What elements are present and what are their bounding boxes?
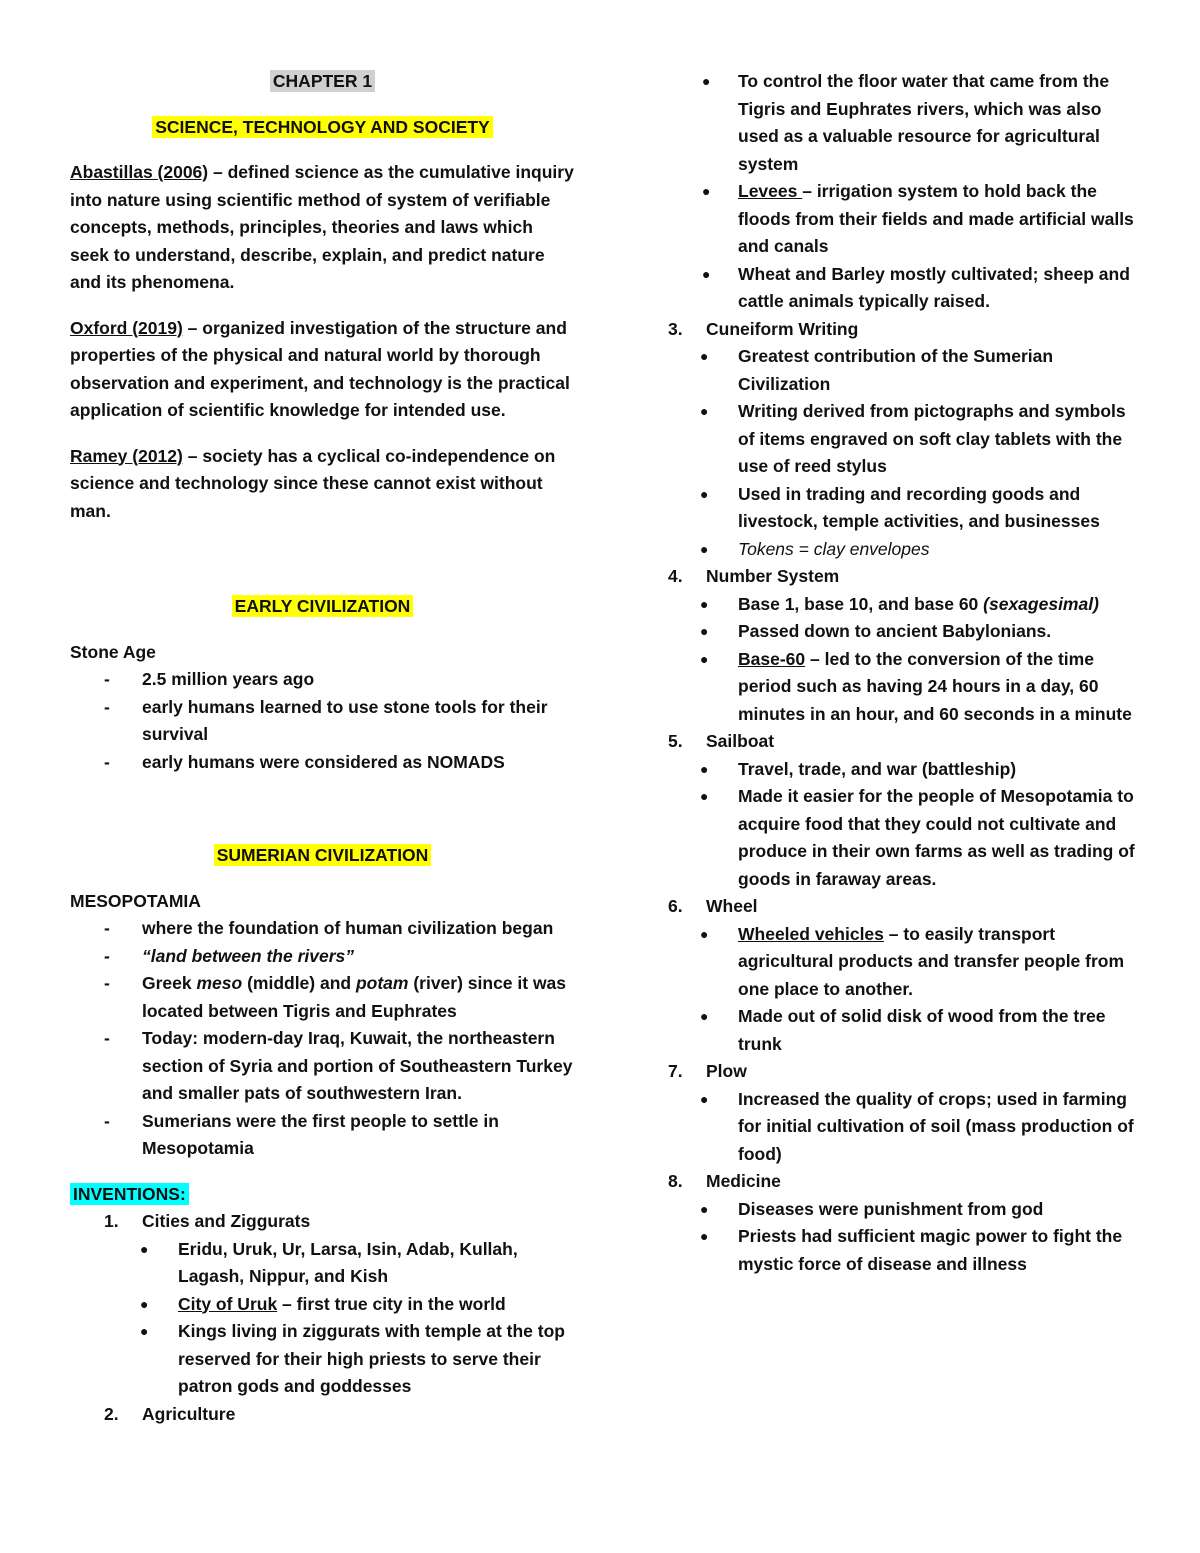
plow-bullets (668, 1086, 1138, 1169)
agriculture-bullets (668, 68, 1138, 316)
bullet-icon: ● (700, 1200, 709, 1217)
list-item: ● To control the floor water that came from the Tigris and Euphrates rivers, which was also used as a valuable resource for agricultural system (668, 68, 1138, 178)
list-item: ● Passed down to ancient Babylonians. (668, 618, 1138, 646)
early-civilization-title: EARLY CIVILIZATION (70, 593, 575, 621)
list-item: ● Wheat and Barley mostly cultivated; sheep and cattle animals typically raised. (668, 261, 1138, 316)
list-item: ● Travel, trade, and war (battleship) (668, 756, 1138, 784)
definition-ramey: Ramey (2012) – society has a cyclical co-independence on science and technology since these cannot exist without man. (70, 445, 556, 521)
list-item: ● Increased the quality of crops; used in farming for initial cultivation of soil (mass production of food) (668, 1086, 1138, 1169)
bullet-icon: ● (700, 348, 709, 364)
bullet-icon: ● (700, 1228, 709, 1244)
list-item: ● Priests had sufficient magic power to fight the mystic force of disease and illness (668, 1223, 1138, 1278)
inventions-list-right (668, 316, 1138, 1279)
invention-wheel: 6. Wheel ● Wheeled vehicles – to easily transport agricultural products and transfer people from one place to another. ● Made out of solid disk of wood from the tree trunk (668, 893, 1138, 1058)
mesopotamia-list (70, 915, 575, 1163)
list-item: ● City of Uruk – first true city in the world (108, 1291, 575, 1319)
bullet-icon: ● (140, 1295, 149, 1312)
bullet-icon: ● (702, 265, 711, 282)
stone-age-list (70, 666, 575, 776)
list-item: ● Base-60 – led to the conversion of the time period such as having 24 hours in a day, 60 minutes in an hour, and 60 seconds in a minute (668, 646, 1138, 729)
sailboat-bullets (668, 756, 1138, 894)
list-item: - Today: modern-day Iraq, Kuwait, the northeastern section of Syria and portion of Southeastern Turkey and smaller pats of southwestern Iran. (70, 1025, 575, 1108)
inventions-list-left (70, 1208, 575, 1236)
mesopotamia-label: MESOPOTAMIA (70, 890, 201, 911)
list-item: ● Made it easier for the people of Mesopotamia to acquire food that they could not cultivate and produce in their own farms as well as trading of goods in faraway areas. (668, 783, 1138, 893)
inventions-list-left-2 (70, 1401, 575, 1429)
bullet-icon: ● (700, 788, 709, 804)
bullet-icon: ● (702, 73, 711, 89)
bullet-icon: ● (700, 485, 709, 502)
list-item: ● Levees – irrigation system to hold back the floods from their fields and made artificial walls and canals (668, 178, 1138, 261)
list-item: - early humans learned to use stone tools for their survival (70, 694, 575, 749)
list-item: - where the foundation of human civilization began (70, 915, 575, 943)
bullet-icon: ● (700, 403, 709, 419)
list-item: ● Wheeled vehicles – to easily transport agricultural products and transfer people from one place to another. (668, 921, 1138, 1004)
bullet-icon: ● (140, 1323, 149, 1339)
invention-plow: 7. Plow ● Increased the quality of crops; used in farming for initial cultivation of soil (mass production of food) (668, 1058, 1138, 1168)
list-item: - Sumerians were the first people to settle in Mesopotamia (70, 1108, 575, 1163)
stone-age-label: Stone Age (70, 641, 156, 662)
invention-number-system: 4. Number System ● Base 1, base 10, and base 60 (sexagesimal) ● Passed down to ancient Babylonians. ● Base-60 – led to the conversion of the time period such as having 24 hours in a day, 60 minutes in an hour, and 60 seconds in a minute (668, 563, 1138, 728)
invention-medicine: 8. Medicine ● Diseases were punishment from god ● Priests had sufficient magic power to fight the mystic force of disease and illness (668, 1168, 1138, 1278)
inventions-title: INVENTIONS: (70, 1181, 575, 1209)
bullet-icon: ● (700, 595, 709, 612)
list-item: ● Tokens = clay envelopes (668, 536, 1138, 564)
bullet-icon: ● (140, 1240, 149, 1257)
bullet-icon: ● (700, 925, 709, 942)
cuneiform-bullets (668, 343, 1138, 563)
list-item: ● Used in trading and recording goods and livestock, temple activities, and businesses (668, 481, 1138, 536)
sumerian-civilization-title: SUMERIAN CIVILIZATION (70, 842, 575, 870)
list-item: ● Base 1, base 10, and base 60 (sexagesimal) (668, 591, 1138, 619)
number-system-bullets (668, 591, 1138, 729)
list-item: - “land between the rivers” (70, 943, 575, 971)
left-column (70, 68, 575, 1428)
bullet-icon: ● (700, 623, 709, 639)
bullet-icon: ● (700, 760, 709, 777)
list-item: ● Diseases were punishment from god (668, 1196, 1138, 1224)
invention-sailboat: 5. Sailboat ● Travel, trade, and war (battleship) ● Made it easier for the people of Mesopotamia to acquire food that they could not cultivate and produce in their own farms as well as trading of goods in faraway areas. (668, 728, 1138, 893)
wheel-bullets (668, 921, 1138, 1059)
chapter-heading: CHAPTER 1 (70, 68, 575, 96)
list-item: ● Writing derived from pictographs and symbols of items engraved on soft clay tablets with the use of reed stylus (668, 398, 1138, 481)
bullet-icon: ● (702, 183, 711, 199)
list-item: ● Greatest contribution of the Sumerian Civilization (668, 343, 1138, 398)
list-item: - early humans were considered as NOMADS (70, 749, 575, 777)
list-item: ● Kings living in ziggurats with temple at the top reserved for their high priests to serve their patron gods and goddesses (108, 1318, 575, 1401)
definition-abastillas: Abastillas (2006) – defined science as the cumulative inquiry into nature using scientific method of system of verifiable concepts, methods, principles, theories and laws which seek to understand, describe, explain, and predict nature and its phenomena. (70, 162, 574, 292)
bullet-icon: ● (700, 1090, 709, 1107)
cities-bullets (70, 1236, 575, 1401)
definition-oxford: Oxford (2019) – organized investigation of the structure and properties of the physical and natural world by thorough observation and experiment, and technology is the practical application of scientific knowledge for intended use. (70, 317, 570, 420)
list-item: - Greek meso (middle) and potam (river) since it was located between Tigris and Euphrates (70, 970, 575, 1025)
list-item: ● Made out of solid disk of wood from the tree trunk (668, 1003, 1138, 1058)
sts-title: SCIENCE, TECHNOLOGY AND SOCIETY (70, 114, 575, 142)
right-column (668, 68, 1138, 1278)
invention-cuneiform: 3. Cuneiform Writing ● Greatest contribution of the Sumerian Civilization ● Writing derived from pictographs and symbols of items engraved on soft clay tablets with the use of reed stylus ● Used in trading and recording goods and livestock, temple activities, and businesses ● Tokens = clay envelopes (668, 316, 1138, 564)
invention-agriculture: 2. Agriculture (104, 1403, 236, 1424)
invention-cities: 1. Cities and Ziggurats (104, 1211, 311, 1231)
list-item: - 2.5 million years ago (70, 666, 575, 694)
bullet-icon: ● (700, 650, 709, 667)
bullet-icon: ● (700, 540, 709, 557)
list-item: ● Eridu, Uruk, Ur, Larsa, Isin, Adab, Kullah, Lagash, Nippur, and Kish (108, 1236, 575, 1291)
bullet-icon: ● (700, 1008, 709, 1024)
medicine-bullets (668, 1196, 1138, 1279)
